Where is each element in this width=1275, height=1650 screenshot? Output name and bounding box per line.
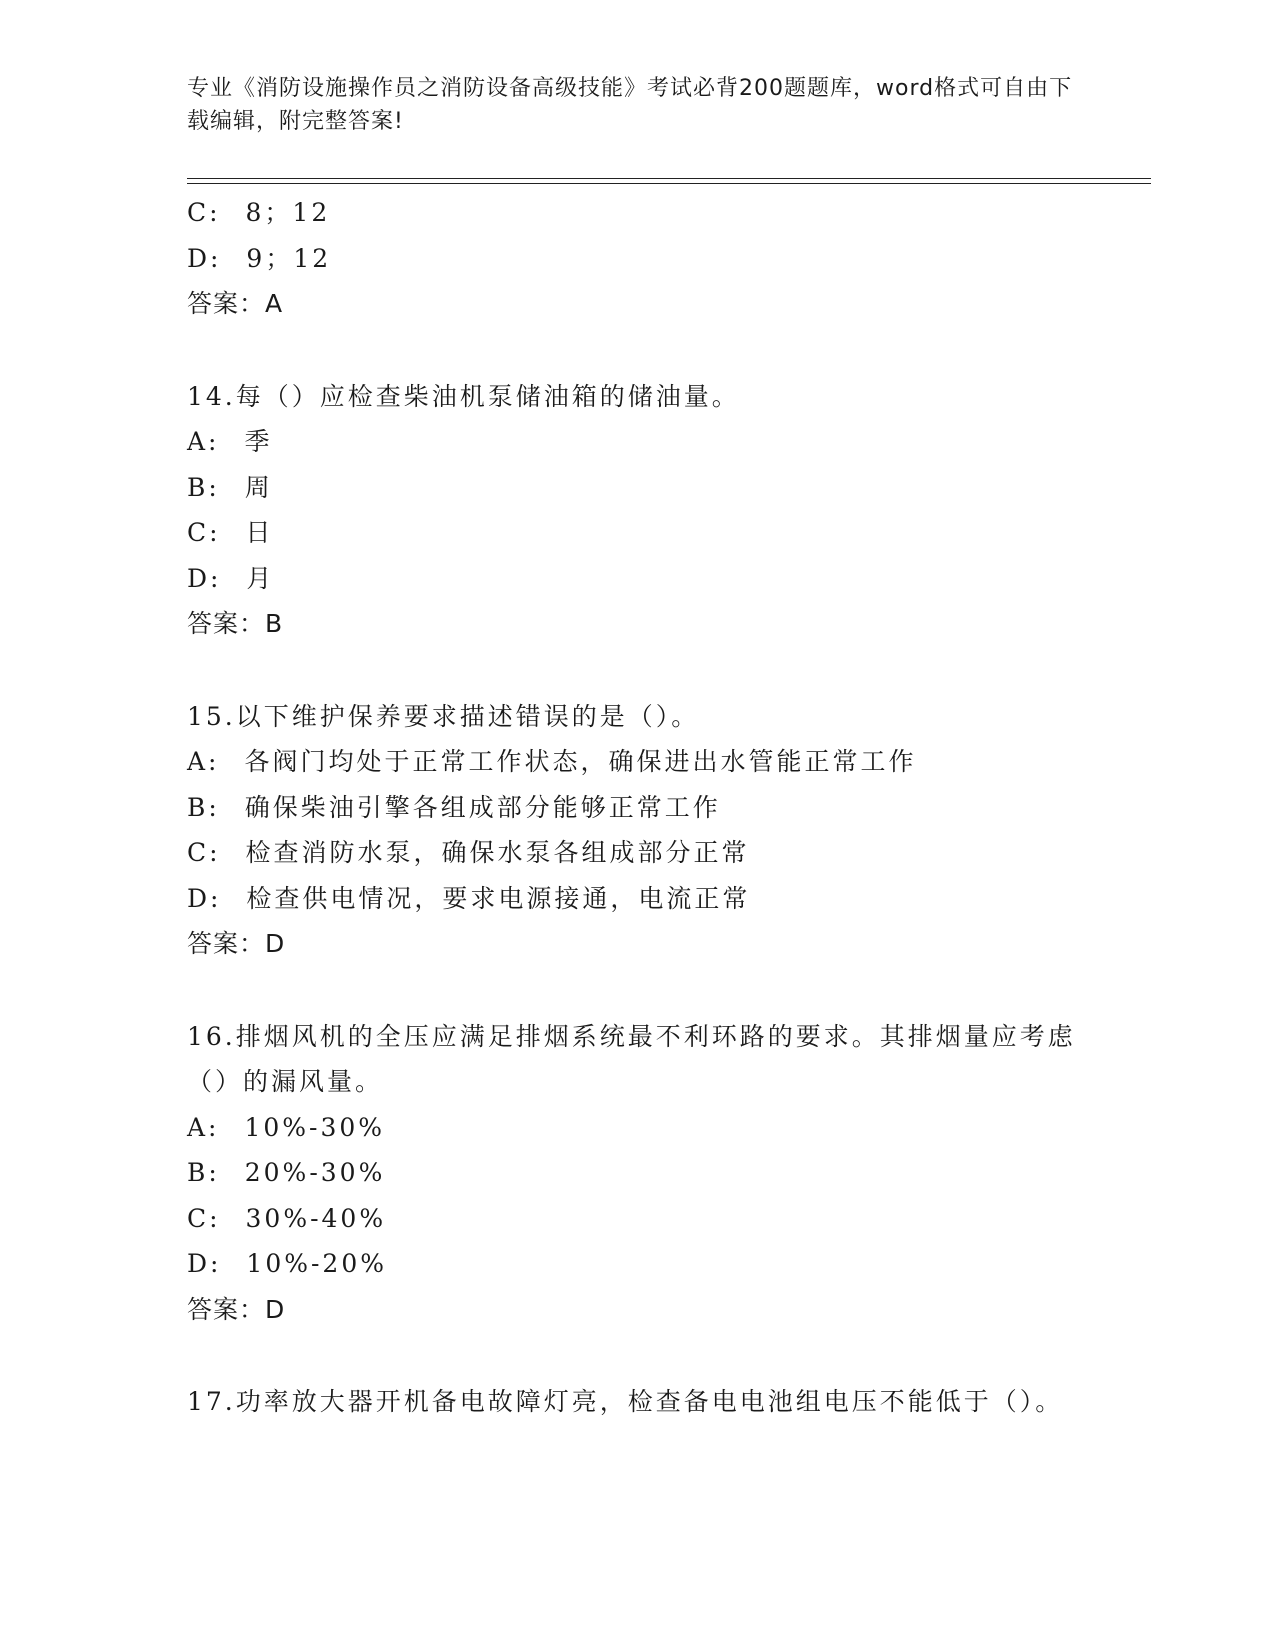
question-14 — [187, 374, 1087, 647]
question-16 — [187, 1014, 1087, 1333]
option-label: B: — [187, 472, 220, 502]
question-17 — [187, 1379, 1087, 1425]
option-text: 各阀门均处于正常工作状态，确保进出水管能正常工作 — [244, 747, 917, 776]
option-text: 检查供电情况，要求电源接通，电流正常 — [246, 883, 751, 913]
option-line — [187, 876, 1087, 922]
option-line — [187, 785, 1087, 831]
question-text: 17.功率放大器开机备电故障灯亮，检查备电电池组电压不能低于（）。 — [187, 1387, 1064, 1416]
option-text: 10%-30% — [244, 1112, 386, 1142]
option-line — [187, 556, 1087, 602]
option-text: 日 — [245, 518, 274, 547]
option-label: C: — [187, 198, 221, 227]
option-label: C: — [187, 518, 221, 547]
option-line — [187, 419, 1087, 465]
option-line — [187, 236, 1087, 282]
option-text: 确保柴油引擎各组成部分能够正常工作 — [244, 792, 721, 822]
option-label: D: — [187, 1249, 222, 1278]
answer-line: 答案：A — [187, 289, 284, 318]
option-label: D: — [187, 563, 222, 593]
option-label: B: — [187, 792, 220, 822]
option-label: B: — [187, 1158, 220, 1187]
question-text: 14.每（）应检查柴油机泵储油箱的储油量。 — [187, 381, 740, 411]
option-text: 检查消防水泵，确保水泵各组成部分正常 — [245, 838, 750, 867]
option-text: 20%-30% — [244, 1158, 386, 1187]
option-text: 9；12 — [246, 243, 332, 273]
option-label: A: — [187, 1112, 220, 1142]
option-line — [187, 465, 1087, 511]
question-text: 15.以下维护保养要求描述错误的是（）。 — [187, 701, 700, 731]
option-label: D: — [187, 883, 222, 913]
option-label: A: — [187, 427, 220, 456]
option-text: 10%-20% — [246, 1249, 388, 1278]
option-text: 8；12 — [245, 198, 331, 227]
question-text: 16.排烟风机的全压应满足排烟系统最不利环路的要求。其排烟量应考虑（）的漏风量。 — [187, 1021, 1076, 1096]
option-line — [187, 830, 1087, 876]
option-line — [187, 510, 1087, 556]
option-label: C: — [187, 838, 221, 867]
header-rule-top — [187, 178, 1151, 179]
answer-line: 答案：D — [187, 929, 286, 958]
option-text: 周 — [244, 472, 273, 502]
question-list — [187, 190, 1087, 1472]
option-label: D: — [187, 243, 222, 273]
option-line — [187, 1105, 1087, 1151]
option-line — [187, 190, 1087, 236]
option-label: A: — [187, 747, 220, 776]
option-text: 30%-40% — [245, 1203, 387, 1233]
answer-line: 答案：D — [187, 1294, 286, 1324]
header-rule-bottom — [187, 183, 1151, 184]
option-line — [187, 1150, 1087, 1196]
option-line — [187, 1241, 1087, 1287]
option-line — [187, 739, 1087, 785]
option-line — [187, 1196, 1087, 1242]
answer-line: 答案：B — [187, 609, 284, 638]
question-15 — [187, 694, 1087, 967]
option-text: 季 — [244, 427, 273, 456]
option-text: 月 — [246, 563, 275, 593]
document-header: 专业《消防设施操作员之消防设备高级技能》考试必背200题题库，word格式可自由下载编辑，附完整答案! — [187, 76, 1073, 134]
question-continuation — [187, 190, 1087, 327]
option-label: C: — [187, 1203, 221, 1233]
